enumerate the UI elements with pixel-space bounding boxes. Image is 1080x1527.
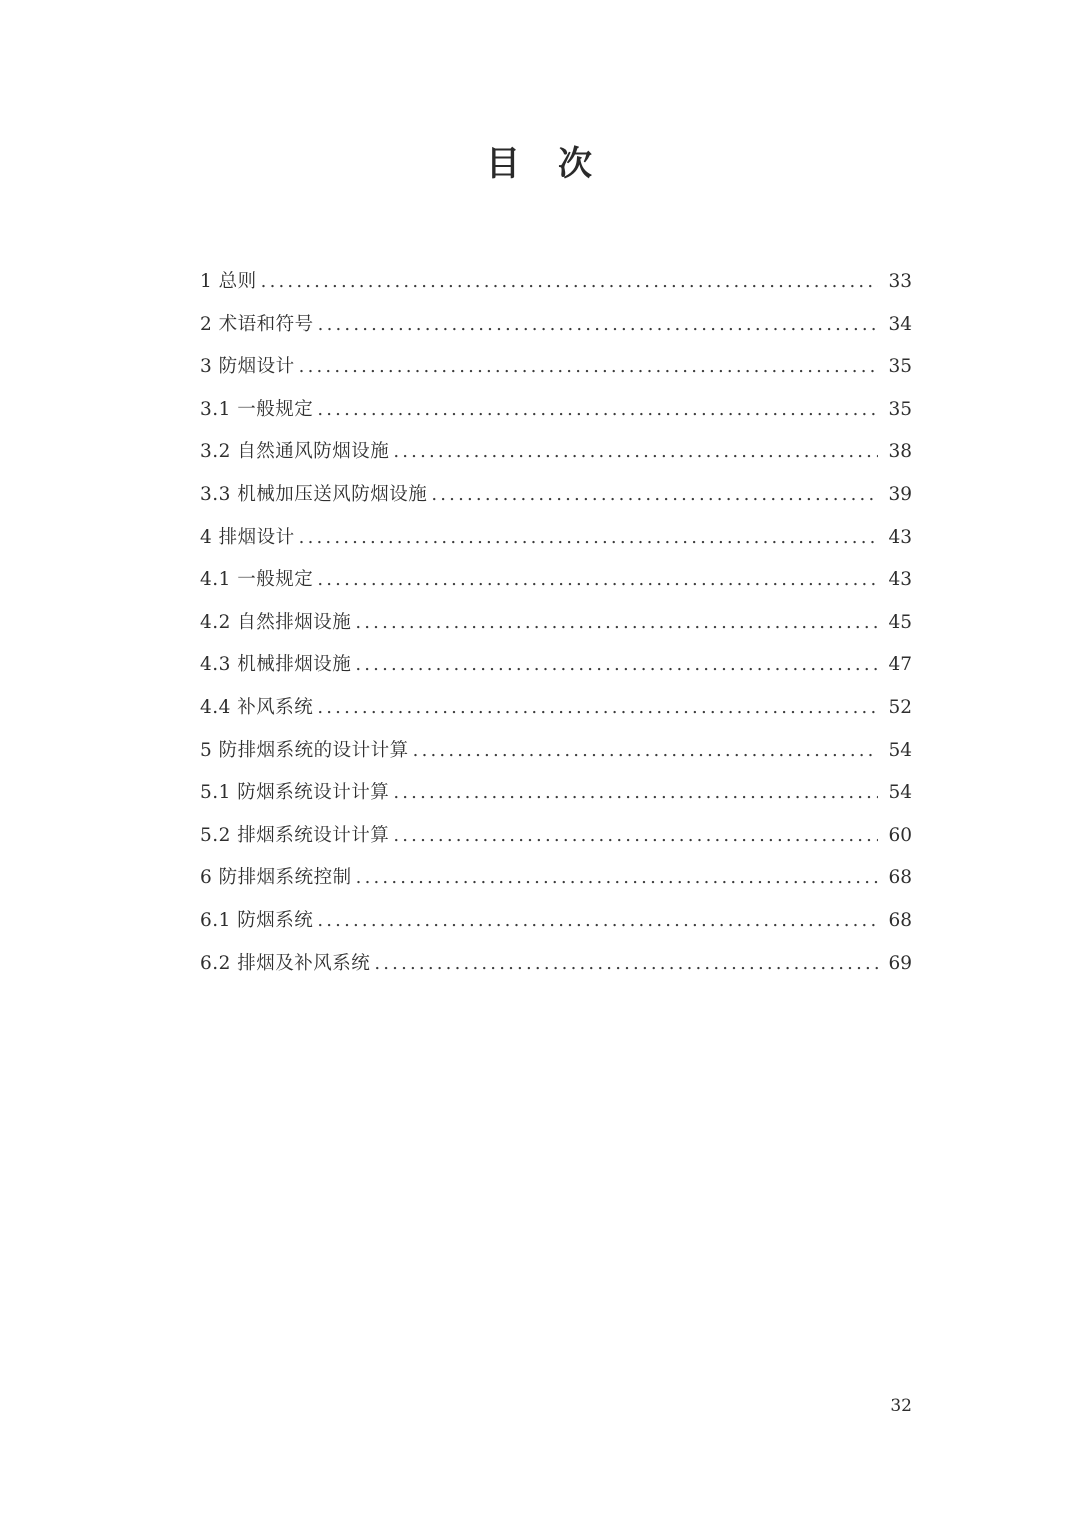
toc-leader-dots — [261, 272, 878, 292]
toc-leader-dots — [356, 868, 878, 888]
toc-entry-label: 5.1 防烟系统设计计算 — [200, 782, 390, 804]
toc-entry-label: 3.3 机械加压送风防烟设施 — [200, 483, 428, 505]
toc-entry — [200, 528, 912, 571]
toc-entry — [200, 272, 912, 315]
toc-entry-page: 38 — [888, 441, 912, 463]
toc-entry-page: 35 — [888, 398, 912, 420]
toc-entry — [200, 911, 912, 954]
toc-entry — [200, 954, 912, 997]
toc-entry — [200, 826, 912, 869]
toc-entry — [200, 315, 912, 358]
toc-entry — [200, 357, 912, 400]
toc-entry — [200, 698, 912, 741]
toc-leader-dots — [374, 954, 878, 974]
toc-entry-label: 3.2 自然通风防烟设施 — [200, 441, 390, 463]
toc-leader-dots — [355, 655, 878, 675]
toc-entry — [200, 442, 912, 485]
toc-entry-page: 60 — [888, 824, 912, 846]
toc-entry-label: 4.1 一般规定 — [200, 569, 314, 591]
toc-entry-page: 34 — [888, 313, 912, 335]
toc-entry-label: 4 排烟设计 — [200, 526, 295, 548]
toc-entry-label: 3 防烟设计 — [200, 356, 295, 378]
toc-leader-dots — [413, 741, 878, 761]
toc-entry — [200, 783, 912, 826]
toc-entry-label: 5 防排烟系统的设计计算 — [200, 739, 409, 761]
toc-entry-label: 4.3 机械排烟设施 — [200, 654, 352, 676]
toc-leader-dots — [393, 783, 878, 803]
toc-leader-dots — [317, 911, 878, 931]
toc-entry-page: 35 — [888, 356, 912, 378]
toc-entry-label: 6 防排烟系统控制 — [200, 867, 352, 889]
toc-leader-dots — [299, 357, 878, 377]
toc-entry — [200, 655, 912, 698]
toc-entry-page: 68 — [888, 867, 912, 889]
toc-list — [200, 272, 912, 996]
toc-entry-page: 52 — [888, 696, 912, 718]
toc-entry-page: 68 — [888, 909, 912, 931]
toc-entry-page: 39 — [888, 483, 912, 505]
toc-entry-label: 4.4 补风系统 — [200, 696, 314, 718]
page-number: 32 — [890, 1396, 912, 1416]
toc-leader-dots — [393, 442, 878, 462]
toc-leader-dots — [355, 613, 878, 633]
toc-entry-page: 45 — [888, 611, 912, 633]
toc-leader-dots — [317, 698, 878, 718]
toc-entry-page: 33 — [888, 271, 912, 292]
toc-entry-label: 2 术语和符号 — [200, 313, 314, 335]
toc-leader-dots — [393, 826, 878, 846]
toc-entry — [200, 868, 912, 911]
toc-entry-label: 6.2 排烟及补风系统 — [200, 952, 371, 974]
toc-leader-dots — [317, 570, 878, 590]
toc-entry — [200, 613, 912, 656]
toc-leader-dots — [299, 528, 878, 548]
toc-entry — [200, 741, 912, 784]
toc-leader-dots — [318, 315, 878, 335]
toc-entry-label: 5.2 排烟系统设计计算 — [200, 824, 390, 846]
toc-entry — [200, 570, 912, 613]
page-title: 目 次 — [486, 144, 594, 184]
toc-entry — [200, 485, 912, 528]
toc-entry-page: 54 — [888, 782, 912, 804]
toc-entry-label: 6.1 防烟系统 — [200, 909, 314, 931]
toc-entry-page: 43 — [888, 569, 912, 591]
toc-entry-label: 3.1 一般规定 — [200, 398, 314, 420]
toc-entry-page: 54 — [888, 739, 912, 761]
toc-leader-dots — [431, 485, 878, 505]
toc-entry-page: 69 — [888, 952, 912, 974]
toc-entry-label: 4.2 自然排烟设施 — [200, 611, 352, 633]
toc-entry-label: 1 总则 — [200, 271, 257, 292]
toc-entry-page: 43 — [888, 526, 912, 548]
toc-leader-dots — [317, 400, 878, 420]
toc-entry-page: 47 — [888, 654, 912, 676]
toc-entry — [200, 400, 912, 443]
